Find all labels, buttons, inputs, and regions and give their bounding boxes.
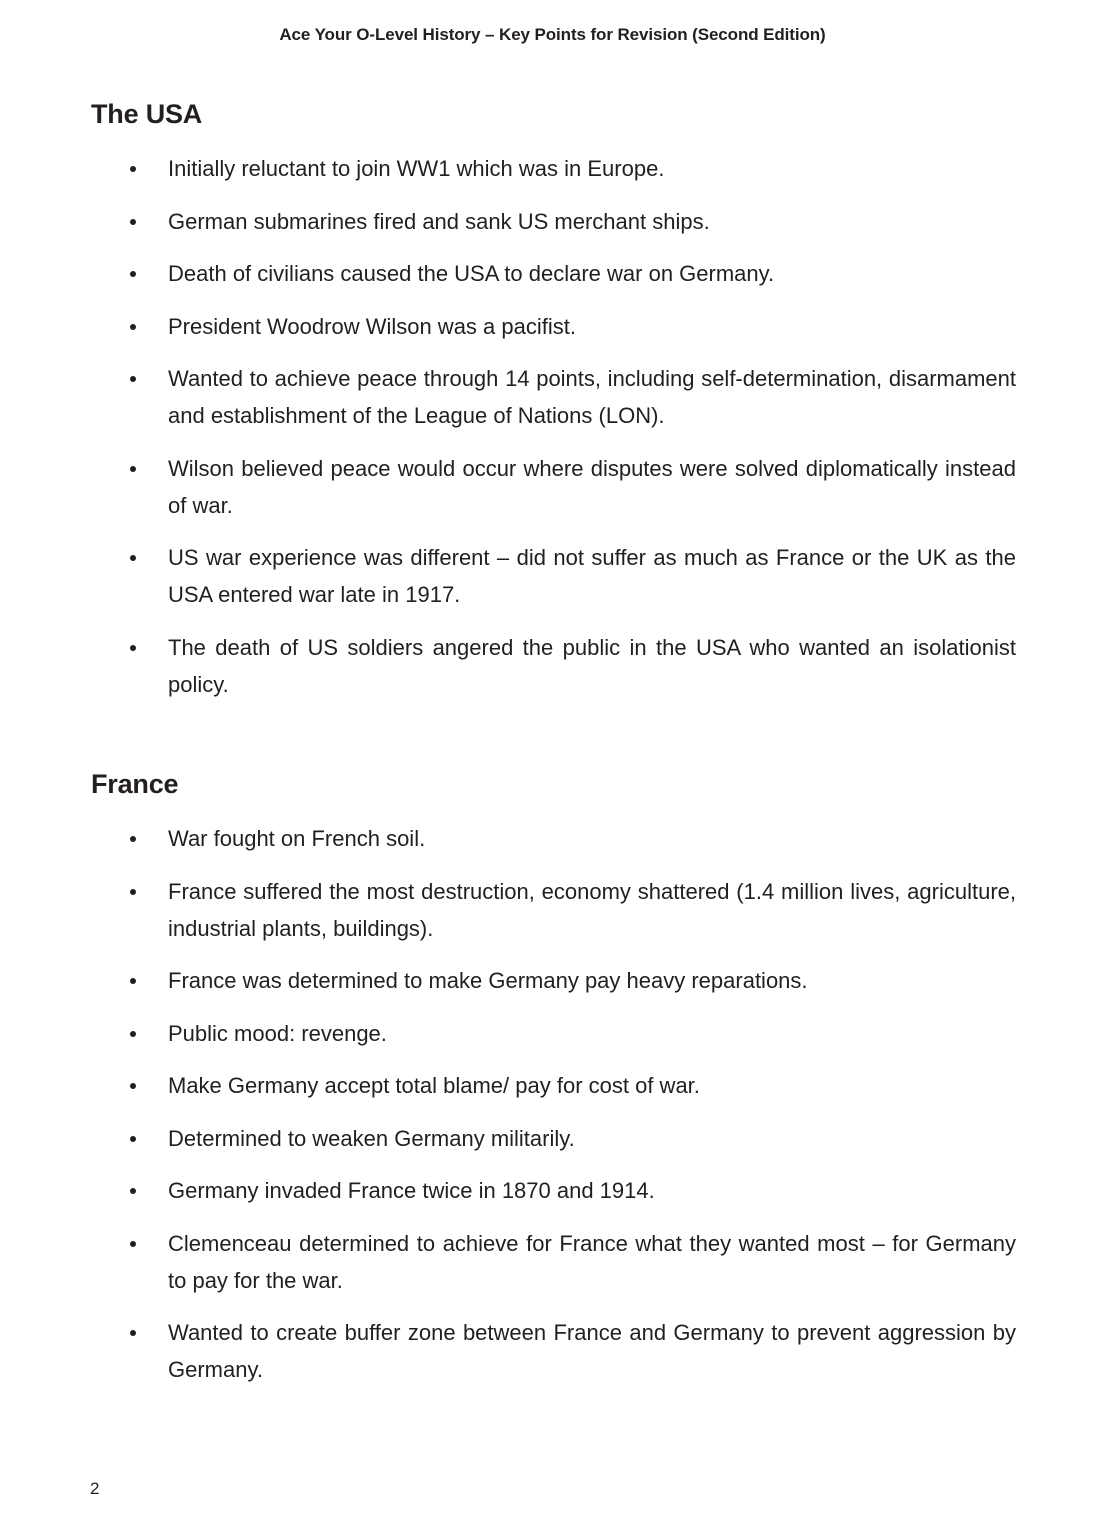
list-item	[91, 308, 1016, 345]
list-item-text: US war experience was different – did not suffer as much as France or the UK as the USA entered war late in 1917.	[168, 545, 1016, 607]
list-item-text: Clemenceau determined to achieve for France what they wanted most – for Germany to pay for the war.	[168, 1230, 1016, 1293]
list-item-text: Germany invaded France twice in 1870 and 1914.	[168, 1178, 655, 1203]
list-item	[91, 820, 1016, 857]
list-item	[91, 873, 1016, 947]
list-item-text: Make Germany accept total blame/ pay for cost of war.	[168, 1073, 700, 1098]
list-item-text: Determined to weaken Germany militarily.	[168, 1125, 575, 1151]
bullet-icon	[130, 1031, 136, 1037]
list-item-text: Wilson believed peace would occur where disputes were solved diplomatically instead of war.	[168, 455, 1016, 518]
list-item	[91, 1314, 1016, 1388]
page-number: 2	[90, 1479, 100, 1498]
list-item-text: Death of civilians caused the USA to declare war on Germany.	[168, 261, 775, 286]
bullet-icon	[130, 836, 136, 842]
section-heading-france: France	[91, 769, 179, 799]
section-france	[91, 767, 1016, 1404]
list-item	[91, 962, 1016, 999]
bullet-list-usa	[91, 150, 1016, 703]
bullet-icon	[130, 271, 136, 277]
list-item	[91, 629, 1016, 703]
bullet-icon	[130, 376, 136, 382]
list-item	[91, 1120, 1016, 1157]
list-item-text: President Woodrow Wilson was a pacifist.	[168, 313, 576, 339]
bullet-icon	[130, 219, 136, 225]
bullet-icon	[130, 645, 136, 651]
bullet-list-france	[91, 820, 1016, 1388]
bullet-icon	[130, 466, 136, 472]
bullet-icon	[130, 555, 136, 561]
list-item-text: France was determined to make Germany pay heavy reparations.	[168, 968, 808, 993]
bullet-icon	[130, 1136, 136, 1142]
list-item	[91, 255, 1016, 292]
bullet-icon	[130, 1188, 136, 1194]
bullet-icon	[130, 324, 136, 330]
list-item	[91, 150, 1016, 187]
list-item	[91, 1172, 1016, 1209]
bullet-icon	[130, 166, 136, 172]
list-item	[91, 1225, 1016, 1299]
list-item-text: Public mood: revenge.	[168, 1020, 387, 1046]
list-item-text: Wanted to create buffer zone between France and Germany to prevent aggression by Germany.	[168, 1320, 1016, 1382]
bullet-icon	[130, 889, 136, 895]
section-heading-usa: The USA	[91, 99, 203, 129]
list-item	[91, 203, 1016, 240]
list-item-text: France suffered the most destruction, economy shattered (1.4 million lives, agriculture, industrial plants, buildings).	[168, 878, 1016, 941]
list-item	[91, 360, 1016, 434]
bullet-icon	[130, 1083, 136, 1089]
list-item-text: Initially reluctant to join WW1 which was in Europe.	[168, 156, 665, 181]
list-item	[91, 539, 1016, 613]
list-item	[91, 450, 1016, 524]
bullet-icon	[130, 1330, 136, 1336]
list-item-text: Wanted to achieve peace through 14 points, including self-determination, disarmament and establishment of the League of Nations (LON).	[168, 366, 1016, 428]
list-item-text: War fought on French soil.	[168, 826, 426, 851]
list-item-text: The death of US soldiers angered the public in the USA who wanted an isolationist policy.	[168, 634, 1016, 697]
list-item	[91, 1067, 1016, 1104]
section-usa	[91, 97, 1016, 718]
list-item	[91, 1015, 1016, 1052]
bullet-icon	[130, 1241, 136, 1247]
list-item-text: German submarines fired and sank US merchant ships.	[168, 208, 710, 234]
bullet-icon	[130, 978, 136, 984]
running-header: Ace Your O-Level History – Key Points for Revision (Second Edition)	[279, 25, 826, 44]
